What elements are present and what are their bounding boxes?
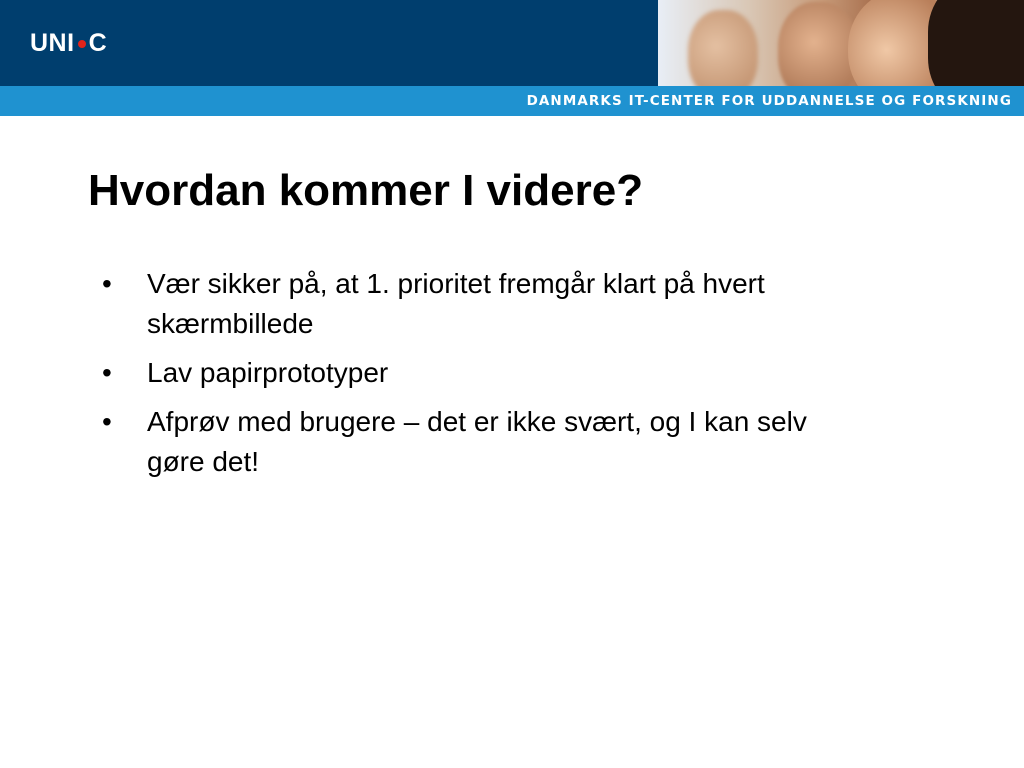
logo-text-left: UNI bbox=[30, 29, 75, 57]
photo-hair bbox=[928, 0, 1024, 86]
bullet-list bbox=[102, 264, 832, 491]
logo-text-right: C bbox=[88, 29, 108, 57]
bullet-item bbox=[102, 353, 832, 393]
bullet-text: Vær sikker på, at 1. prioritet fremgår klart på hvert skærmbillede bbox=[147, 268, 765, 339]
bullet-icon: • bbox=[102, 357, 112, 388]
bullet-text: Afprøv med brugere – det er ikke svært, og I kan selv gøre det! bbox=[147, 406, 807, 477]
header-photo bbox=[658, 0, 1024, 86]
header-tagline: DANMARKS IT-CENTER FOR UDDANNELSE OG FORSKNING bbox=[526, 93, 1012, 109]
slide-title: Hvordan kommer I videre? bbox=[88, 166, 644, 215]
bullet-item bbox=[102, 402, 832, 482]
photo-face bbox=[688, 10, 758, 86]
bullet-text: Lav papirprototyper bbox=[147, 357, 389, 388]
photo-face bbox=[778, 2, 858, 86]
bullet-item bbox=[102, 264, 832, 344]
logo-dot-icon bbox=[78, 40, 86, 48]
unic-logo bbox=[30, 29, 107, 58]
header-band bbox=[0, 86, 1024, 116]
bullet-icon: • bbox=[102, 406, 112, 437]
header-bar bbox=[0, 0, 1024, 86]
bullet-icon: • bbox=[102, 268, 112, 299]
